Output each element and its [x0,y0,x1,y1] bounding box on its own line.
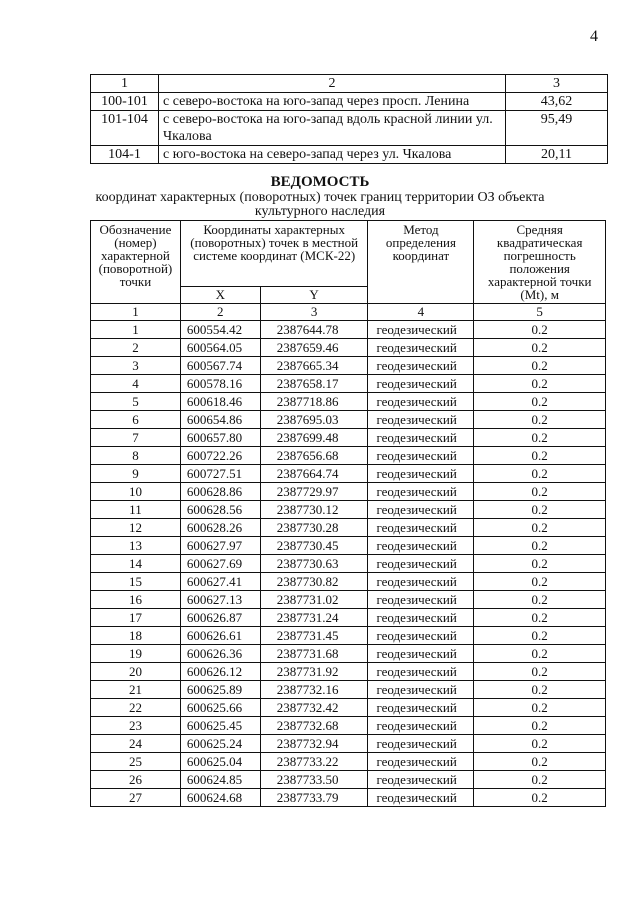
segment-row [91,146,608,164]
coordinate-x: 600627.97 [180,537,260,555]
segment-row [91,93,608,111]
table-row [91,573,606,591]
column-number: 3 [260,304,368,321]
accuracy: 0.2 [474,411,606,429]
table-row [91,429,606,447]
table-row [91,321,606,339]
coordinate-y: 2387656.68 [260,447,368,465]
method: геодезический [368,483,474,501]
document-subtitle-line2: культурного наследия [254,204,386,219]
point-number: 23 [91,717,181,735]
method: геодезический [368,429,474,447]
table-row [91,735,606,753]
point-number: 26 [91,771,181,789]
accuracy: 0.2 [474,771,606,789]
coordinate-x: 600625.45 [180,717,260,735]
method: геодезический [368,375,474,393]
segments-header-col1: 1 [91,75,159,93]
method: геодезический [368,771,474,789]
segment-id: 104-1 [91,146,159,164]
segment-description: с северо-востока на юго-запад вдоль красной линии ул. Чкалова [159,111,506,146]
method: геодезический [368,339,474,357]
coordinates-table [90,220,606,807]
column-number: 2 [180,304,260,321]
header-y: Y [260,286,368,303]
point-number: 3 [91,357,181,375]
method: геодезический [368,627,474,645]
point-number: 25 [91,753,181,771]
method: геодезический [368,789,474,807]
coordinate-y: 2387731.24 [260,609,368,627]
table-row [91,465,606,483]
coordinate-x: 600628.26 [180,519,260,537]
table-row [91,645,606,663]
accuracy: 0.2 [474,501,606,519]
point-number: 27 [91,789,181,807]
accuracy: 0.2 [474,393,606,411]
coordinates-body [91,321,606,807]
table-row [91,789,606,807]
coordinate-x: 600626.36 [180,645,260,663]
coordinate-y: 2387730.45 [260,537,368,555]
method: геодезический [368,735,474,753]
coordinate-x: 600727.51 [180,465,260,483]
coordinate-x: 600624.85 [180,771,260,789]
table-row [91,537,606,555]
coordinate-x: 600567.74 [180,357,260,375]
coordinate-x: 600625.89 [180,681,260,699]
table-row [91,411,606,429]
table-row [91,375,606,393]
point-number: 22 [91,699,181,717]
coordinate-x: 600626.87 [180,609,260,627]
accuracy: 0.2 [474,447,606,465]
point-number: 18 [91,627,181,645]
coordinate-y: 2387659.46 [260,339,368,357]
coordinate-x: 600627.41 [180,573,260,591]
coordinate-x: 600628.86 [180,483,260,501]
table-row [91,627,606,645]
accuracy: 0.2 [474,609,606,627]
table-row [91,681,606,699]
coordinate-y: 2387664.74 [260,465,368,483]
segment-row [91,111,608,146]
accuracy: 0.2 [474,375,606,393]
segment-description: с северо-востока на юго-запад через просп. Ленина [159,93,506,111]
coordinate-y: 2387731.02 [260,591,368,609]
coordinate-x: 600625.66 [180,699,260,717]
method: геодезический [368,447,474,465]
coordinate-x: 600628.56 [180,501,260,519]
point-number: 19 [91,645,181,663]
segments-header-col3: 3 [506,75,608,93]
point-number: 11 [91,501,181,519]
point-number: 10 [91,483,181,501]
coordinate-x: 600578.16 [180,375,260,393]
table-row [91,717,606,735]
table-row [91,609,606,627]
segments-table-header [91,75,608,93]
accuracy: 0.2 [474,555,606,573]
coordinates-table-header [91,221,606,287]
method: геодезический [368,537,474,555]
coordinate-x: 600626.61 [180,627,260,645]
method: геодезический [368,753,474,771]
segments-header-col2: 2 [159,75,506,93]
accuracy: 0.2 [474,627,606,645]
document-title: ВЕДОМОСТЬ [270,174,370,190]
point-number: 9 [91,465,181,483]
segment-length: 95,49 [506,111,608,146]
segment-description: с юго-востока на северо-запад через ул. Чкалова [159,146,506,164]
table-row [91,699,606,717]
coordinate-y: 2387732.94 [260,735,368,753]
coordinate-y: 2387730.28 [260,519,368,537]
coordinate-y: 2387733.50 [260,771,368,789]
accuracy: 0.2 [474,645,606,663]
coordinate-y: 2387731.92 [260,663,368,681]
table-row [91,771,606,789]
header-point-designation: Обозначение (номер) характерной (поворотной) точки [91,221,181,304]
accuracy: 0.2 [474,483,606,501]
accuracy: 0.2 [474,537,606,555]
method: геодезический [368,411,474,429]
point-number: 17 [91,609,181,627]
table-row [91,447,606,465]
coordinate-y: 2387732.68 [260,717,368,735]
coordinate-y: 2387731.45 [260,627,368,645]
point-number: 15 [91,573,181,591]
point-number: 13 [91,537,181,555]
method: геодезический [368,465,474,483]
point-number: 21 [91,681,181,699]
accuracy: 0.2 [474,357,606,375]
coordinate-x: 600627.69 [180,555,260,573]
column-number: 4 [368,304,474,321]
document-subtitle-line1: координат характерных (поворотных) точек границ территории ОЗ объекта [95,190,545,205]
accuracy: 0.2 [474,519,606,537]
point-number: 5 [91,393,181,411]
accuracy: 0.2 [474,339,606,357]
coordinate-x: 600654.86 [180,411,260,429]
method: геодезический [368,573,474,591]
coordinate-x: 600627.13 [180,591,260,609]
coordinate-y: 2387731.68 [260,645,368,663]
coordinate-y: 2387730.63 [260,555,368,573]
point-number: 24 [91,735,181,753]
coordinate-y: 2387730.82 [260,573,368,591]
header-coordinates: Координаты характерных (поворотных) точек в местной системе координат (МСК-22) [180,221,368,287]
accuracy: 0.2 [474,753,606,771]
point-number: 4 [91,375,181,393]
coordinate-y: 2387695.03 [260,411,368,429]
method: геодезический [368,591,474,609]
accuracy: 0.2 [474,699,606,717]
point-number: 1 [91,321,181,339]
method: геодезический [368,555,474,573]
column-number: 5 [474,304,606,321]
accuracy: 0.2 [474,591,606,609]
method: геодезический [368,393,474,411]
method: геодезический [368,717,474,735]
point-number: 7 [91,429,181,447]
coordinate-y: 2387732.16 [260,681,368,699]
table-row [91,519,606,537]
segments-table [90,74,608,164]
table-row [91,663,606,681]
coordinate-x: 600564.05 [180,339,260,357]
point-number: 8 [91,447,181,465]
table-row [91,339,606,357]
method: геодезический [368,501,474,519]
coordinate-x: 600624.68 [180,789,260,807]
coordinate-x: 600625.04 [180,753,260,771]
point-number: 14 [91,555,181,573]
point-number: 16 [91,591,181,609]
point-number: 2 [91,339,181,357]
header-accuracy: Средняя квадратическая погрешность положения характерной точки (Mt), м [474,221,606,304]
column-number: 1 [91,304,181,321]
coordinate-y: 2387665.34 [260,357,368,375]
coordinate-x: 600722.26 [180,447,260,465]
accuracy: 0.2 [474,663,606,681]
method: геодезический [368,663,474,681]
table-row [91,393,606,411]
coordinate-y: 2387733.22 [260,753,368,771]
method: геодезический [368,609,474,627]
method: геодезический [368,681,474,699]
point-number: 6 [91,411,181,429]
accuracy: 0.2 [474,429,606,447]
segment-id: 100-101 [91,93,159,111]
table-row [91,753,606,771]
method: геодезический [368,699,474,717]
method: геодезический [368,519,474,537]
coordinate-y: 2387729.97 [260,483,368,501]
point-number: 20 [91,663,181,681]
table-row [91,555,606,573]
coordinate-y: 2387718.86 [260,393,368,411]
accuracy: 0.2 [474,465,606,483]
table-row [91,483,606,501]
accuracy: 0.2 [474,735,606,753]
coordinate-y: 2387733.79 [260,789,368,807]
table-row [91,501,606,519]
point-number: 12 [91,519,181,537]
accuracy: 0.2 [474,321,606,339]
coordinate-x: 600657.80 [180,429,260,447]
method: геодезический [368,321,474,339]
column-numbers-row [91,304,606,321]
segment-length: 20,11 [506,146,608,164]
page-number: 4 [590,28,598,45]
coordinate-y: 2387699.48 [260,429,368,447]
accuracy: 0.2 [474,573,606,591]
coordinate-x: 600626.12 [180,663,260,681]
accuracy: 0.2 [474,681,606,699]
coordinate-y: 2387644.78 [260,321,368,339]
coordinate-y: 2387732.42 [260,699,368,717]
header-method: Метод определения координат [368,221,474,304]
coordinate-x: 600554.42 [180,321,260,339]
accuracy: 0.2 [474,717,606,735]
segment-length: 43,62 [506,93,608,111]
method: геодезический [368,357,474,375]
coordinate-y: 2387730.12 [260,501,368,519]
table-row [91,357,606,375]
accuracy: 0.2 [474,789,606,807]
coordinate-x: 600618.46 [180,393,260,411]
segment-id: 101-104 [91,111,159,146]
coordinate-x: 600625.24 [180,735,260,753]
header-x: X [180,286,260,303]
method: геодезический [368,645,474,663]
table-row [91,591,606,609]
coordinate-y: 2387658.17 [260,375,368,393]
